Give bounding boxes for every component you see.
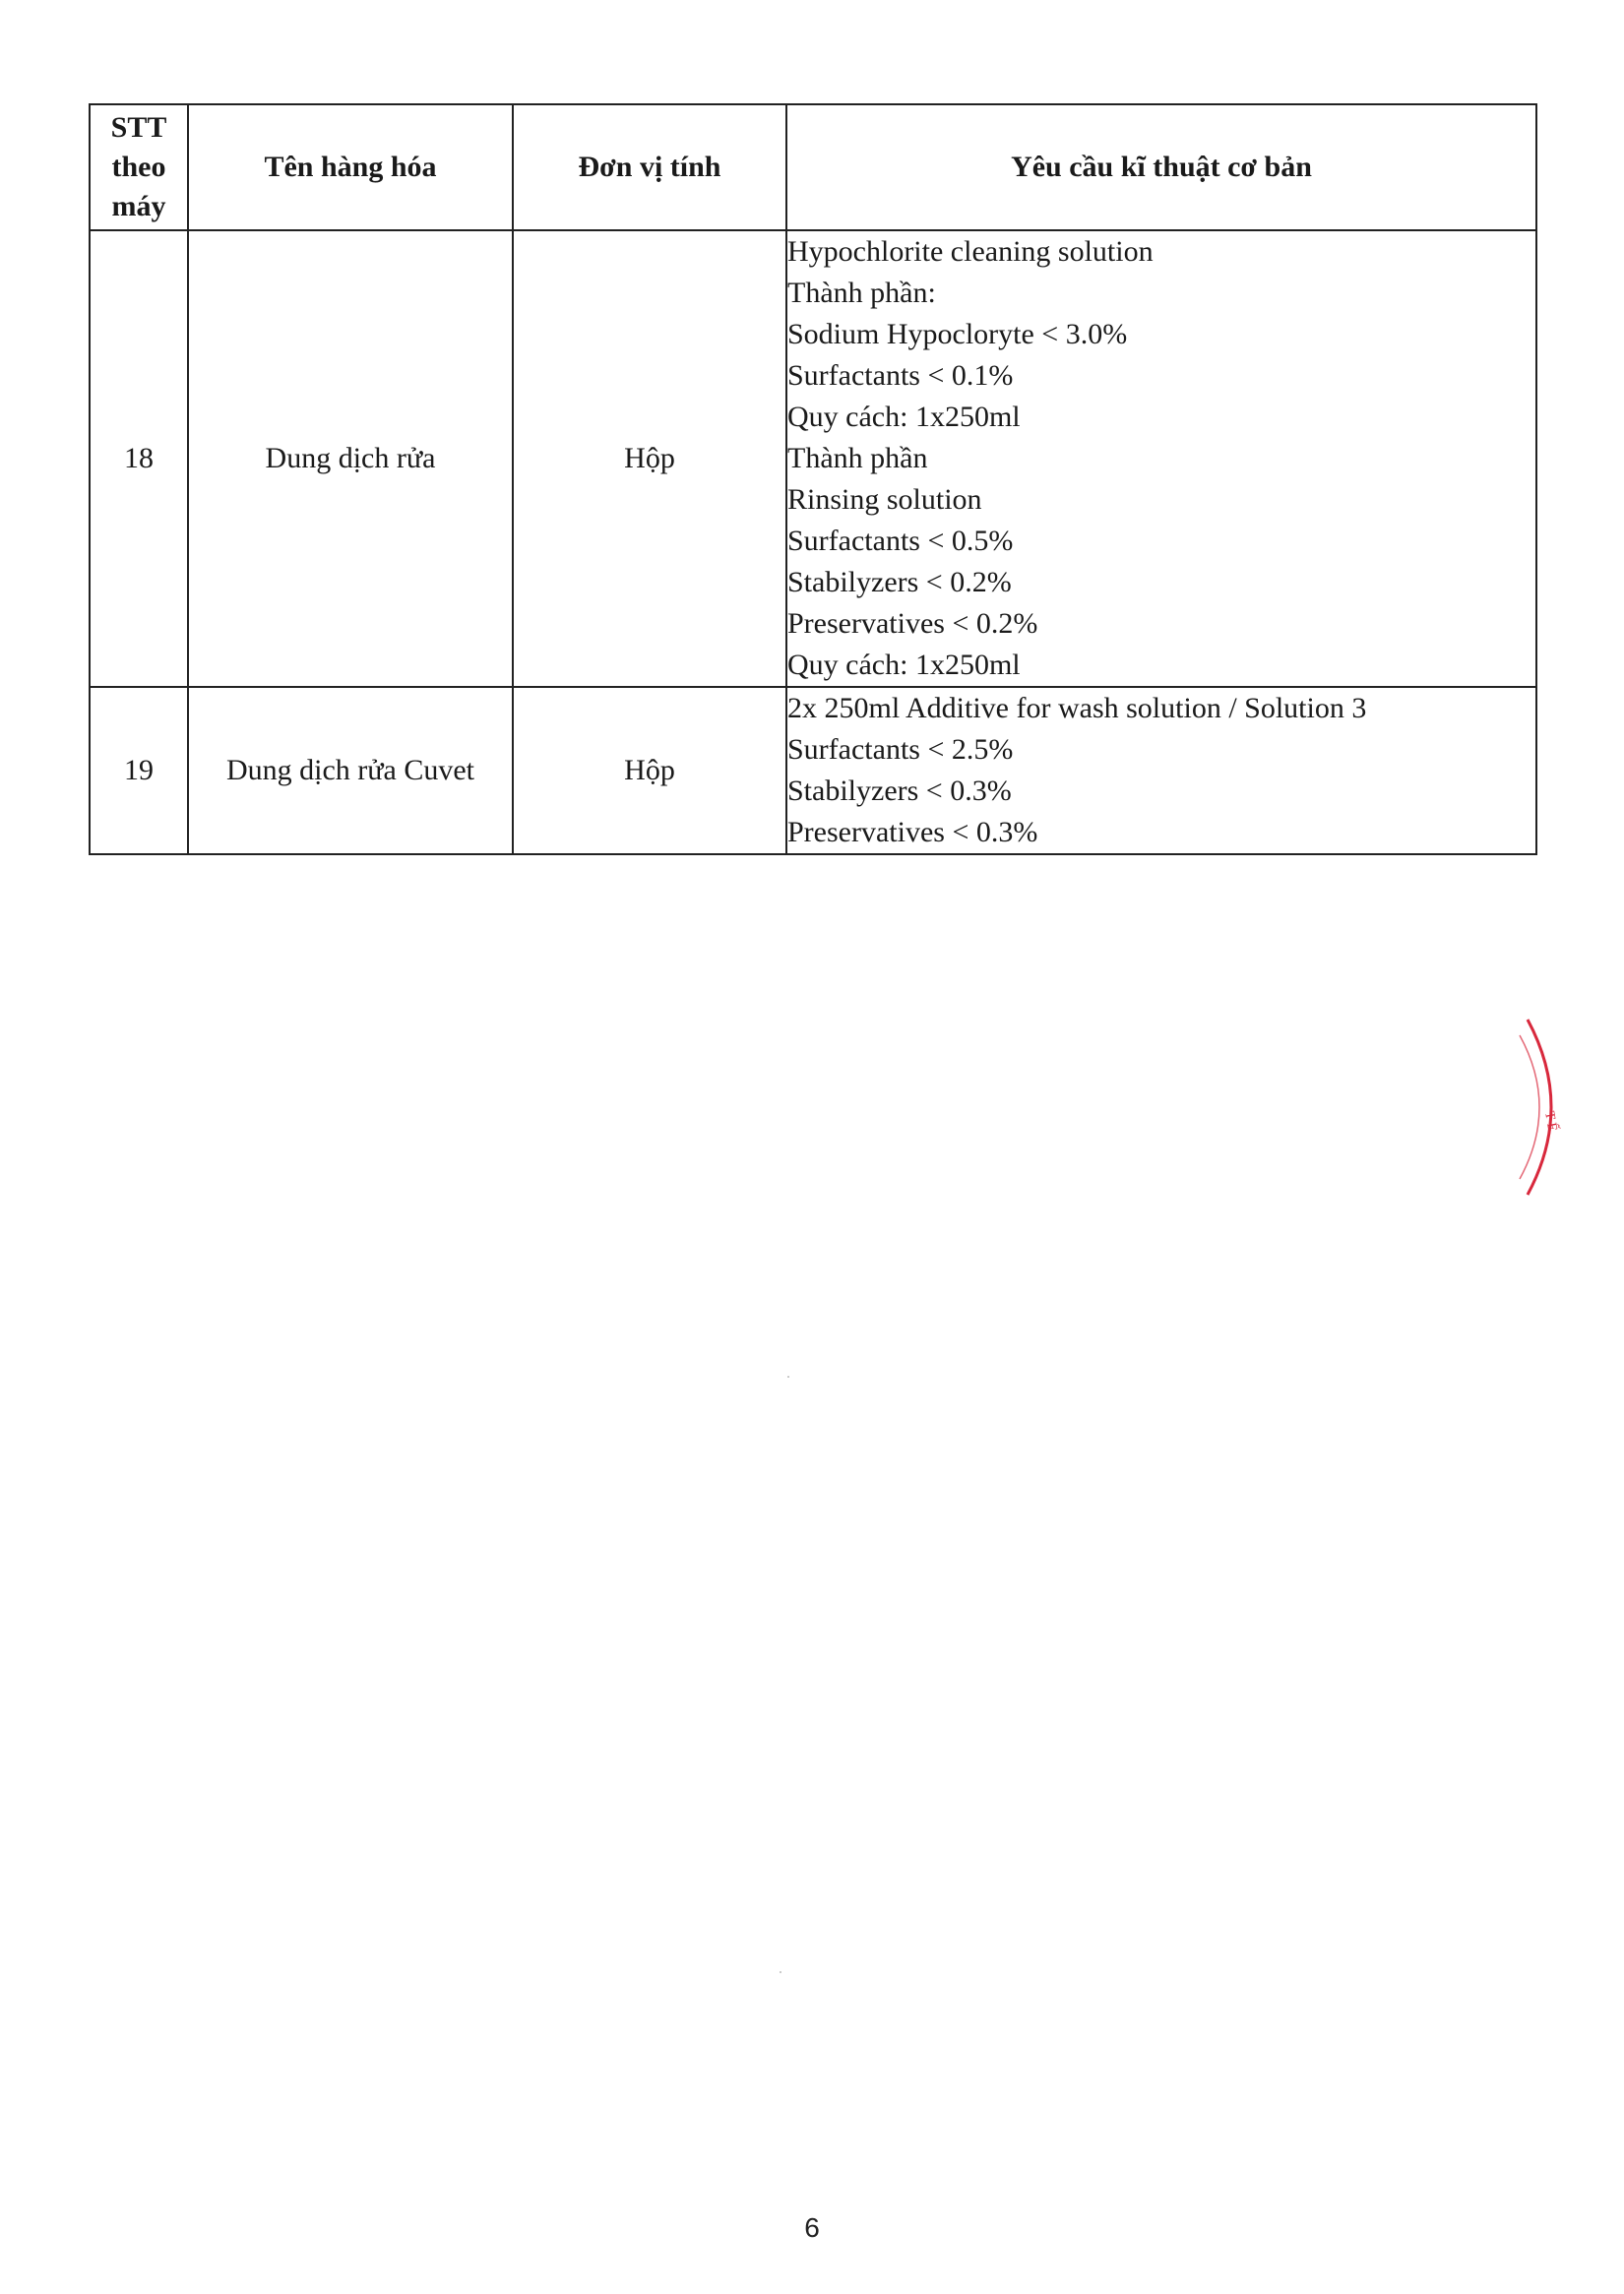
header-stt-line: máy xyxy=(111,190,166,222)
header-stt-line: theo xyxy=(111,151,166,183)
scan-speck xyxy=(787,1376,789,1378)
requirement-line: Preservatives < 0.3% xyxy=(787,816,1038,848)
header-stt-line: STT xyxy=(110,111,167,144)
table-header-row xyxy=(90,104,1536,230)
requirement-line: Stabilyzers < 0.3% xyxy=(787,775,1012,807)
cell-stt: 19 xyxy=(90,687,188,854)
requirement-line: Rinsing solution xyxy=(787,483,982,516)
requirement-line: Thành phần xyxy=(787,442,928,474)
cell-unit: Hộp xyxy=(513,230,786,687)
requirement-line: Preservatives < 0.2% xyxy=(787,607,1038,640)
cell-name: Dung dịch rửa Cuvet xyxy=(188,687,513,854)
cell-name: Dung dịch rửa xyxy=(188,230,513,687)
cell-requirements xyxy=(786,687,1536,854)
cell-unit: Hộp xyxy=(513,687,786,854)
header-stt xyxy=(90,104,188,230)
requirement-line: Quy cách: 1x250ml xyxy=(787,649,1021,681)
requirement-line: Sodium Hypocloryte < 3.0% xyxy=(787,318,1128,350)
requirement-line: Stabilyzers < 0.2% xyxy=(787,566,1012,598)
scan-speck xyxy=(780,1971,781,1973)
stamp-text: T Ế xyxy=(1541,1110,1560,1133)
table-row xyxy=(90,230,1536,687)
requirement-line: Hypochlorite cleaning solution xyxy=(787,235,1154,268)
requirement-line: Surfactants < 0.5% xyxy=(787,525,1014,557)
red-stamp-fragment xyxy=(1516,1014,1594,1201)
cell-stt: 18 xyxy=(90,230,188,687)
requirement-line: Thành phần: xyxy=(787,277,936,309)
header-requirements: Yêu cầu kĩ thuật cơ bản xyxy=(786,104,1536,230)
header-unit: Đơn vị tính xyxy=(513,104,786,230)
requirement-line: Quy cách: 1x250ml xyxy=(787,401,1021,433)
table-row xyxy=(90,687,1536,854)
requirement-line: 2x 250ml Additive for wash solution / Solution 3 xyxy=(787,692,1367,724)
page-number: 6 xyxy=(804,2212,820,2243)
requirement-line: Surfactants < 0.1% xyxy=(787,359,1014,392)
header-name: Tên hàng hóa xyxy=(188,104,513,230)
stamp-arc-inner xyxy=(1520,1035,1539,1179)
technical-requirements-table xyxy=(89,103,1537,855)
requirement-line: Surfactants < 2.5% xyxy=(787,733,1014,766)
cell-requirements xyxy=(786,230,1536,687)
